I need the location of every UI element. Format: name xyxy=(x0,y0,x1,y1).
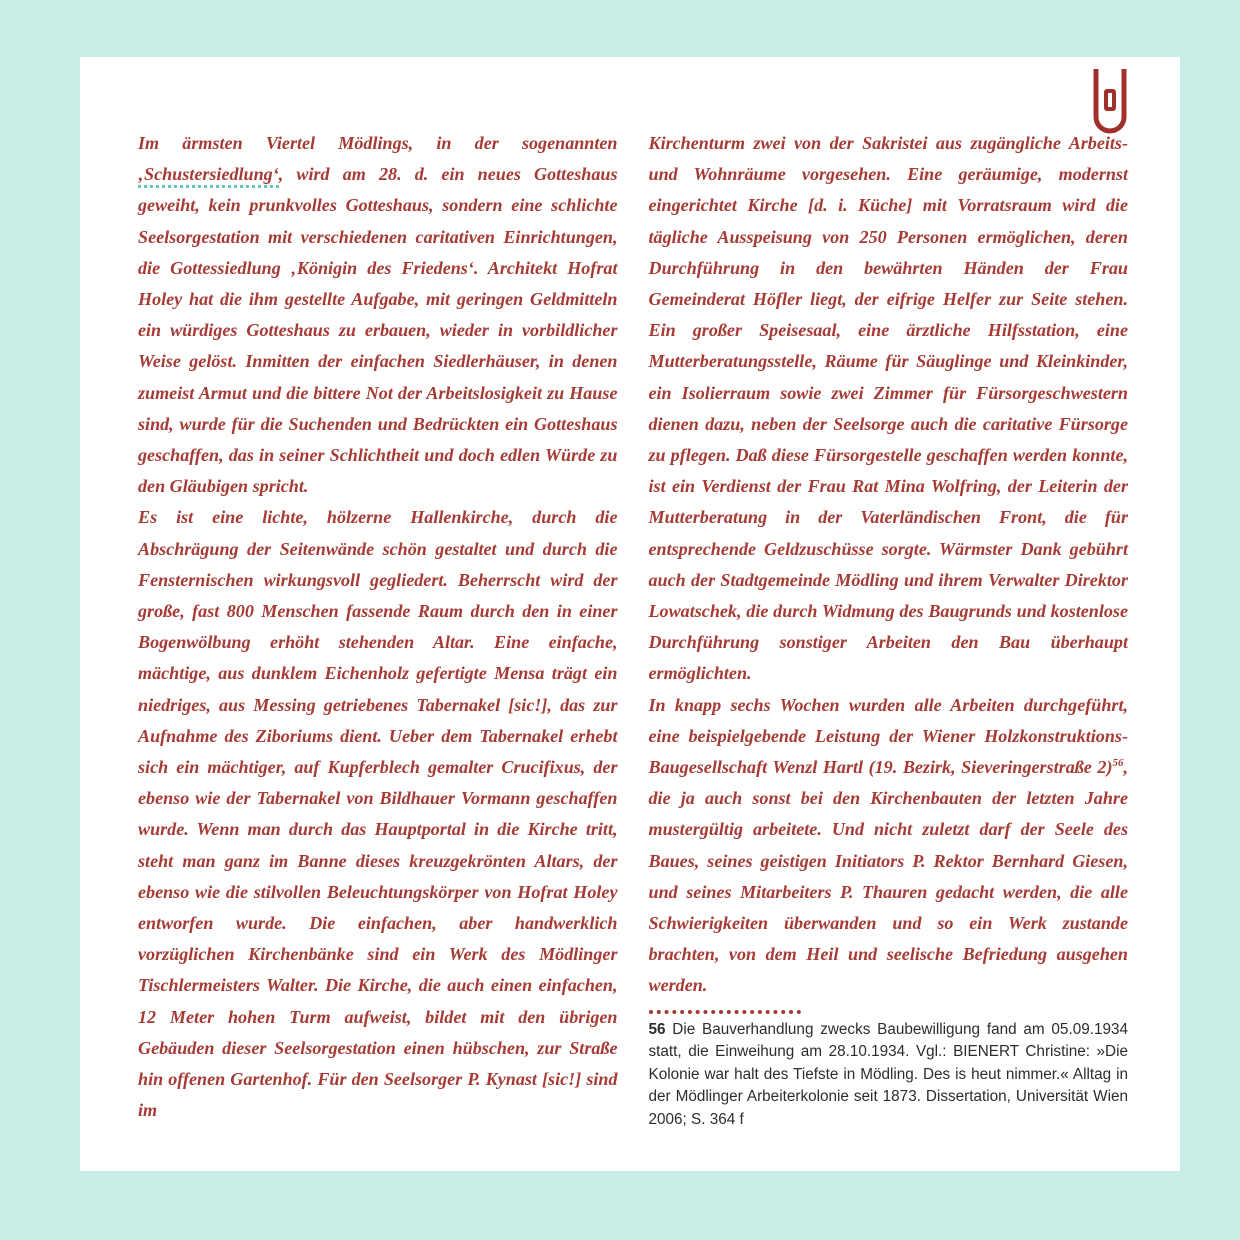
highlighted-term: ‚Schustersiedlung‘ xyxy=(138,164,279,188)
paragraph-facilities: Kirchenturm zwei von der Sakristei aus zugängliche Arbeits- und Wohnräume vorgesehen. Eine geräumige, modernst eingerichtet Kirche [d. i. Küche] mit Vorratsraum wird die tägliche Ausspeisung von 250 Personen ermöglichen, deren Durchführung in den bewährten Händen der Frau Gemeinderat Höfler liegt, der eifrige Helfer zur Seite stehen. Ein großer Speisesaal, eine ärztliche Hilfsstation, eine Mutterberatungsstelle, Räume für Säuglinge und Kleinkinder, ein Isolierraum sowie zwei Zimmer für Fürsorgeschwestern dienen dazu, neben der Seelsorge auch die caritative Fürsorge zu pflegen. Daß diese Fürsorgestelle geschaffen werden konnte, ist ein Verdienst der Frau Rat Mina Wolfring, der Leiterin der Mutterberatung in der Vaterländischen Front, die für entsprechende Geldzuschüsse sorgte. Wärmster Dank gebührt auch der Stadtgemeinde Mödling und ihrem Verwalter Direktor Lowatschek, die durch Widmung des Baugrunds und kostenlose Durchführung sonstiger Arbeiten den Bau überhaupt ermöglichten. xyxy=(648,133,1128,684)
paragraph-intro-text-b: , wird am 28. d. ein neues Gotteshaus geweiht, kein prunkvolles Gotteshaus, sondern eine schlichte Seelsorgestation mit verschiedenen caritativen Einrichtungen, die Gottessiedlung ‚Königin des Friedens‘. Architekt Hofrat Holey hat die ihm gestellte Aufgabe, mit geringen Geldmitteln ein würdiges Gotteshaus zu erbauen, wieder in vorbildlicher Weise gelöst. Inmitten der einfachen Siedlerhäuser, in denen zumeist Armut und die bittere Not der Arbeitslosigkeit zu Hause sind, wurde für die Suchenden und Bedrückten ein Gotteshaus geschaffen, das in seiner Schlichtheit und doch edlen Würde zu den Gläubigen spricht. xyxy=(138,164,618,497)
two-column-layout xyxy=(138,128,1128,1138)
paragraph-intro xyxy=(138,128,618,502)
footnote-56 xyxy=(649,1019,1129,1132)
paragraph-intro-text-a: Im ärmsten Viertel Mödlings, in der sogenannten xyxy=(138,133,618,153)
document-page xyxy=(80,57,1180,1171)
paragraph-construction-text-a: In knapp sechs Wochen wurden alle Arbeiten durchgeführt, eine beispielgebende Leistung der Wiener Holzkonstruktions-Baugesellschaft Wenzl Hartl (19. Bezirk, Sieveringerstraße 2) xyxy=(648,694,1128,778)
footnote-separator xyxy=(649,1010,801,1014)
footnote-number: 56 xyxy=(648,1020,666,1038)
footnote-reference-56[interactable]: 56 xyxy=(1112,757,1124,770)
left-column xyxy=(138,128,618,1138)
paragraph-construction-text-b: , die ja auch sonst bei den Kirchenbauten der letzten Jahre mustergültig arbeitete. Und nicht zuletzt darf der Seele des Baues, seines geistigen Initiators P. Rektor Bernhard Giesen, und seines Mitarbeiters P. Thauren gedacht werden, die alle Schwierigkeiten überwanden und so ein Werk zustande brachten, von dem Heil und seelische Befriedung ausgehen werden. xyxy=(648,757,1128,996)
paragraph-construction xyxy=(649,690,1129,1002)
right-column xyxy=(649,128,1129,1138)
footnote-text: Die Bauverhandlung zwecks Baubewilligung fand am 05.09.1934 statt, die Einweihung am 28.10.1934. Vgl.: BIENERT Christine: »Die Kolonie war halt des Tiefste in Mödling. Des is heut nimmer.« Alltag in der Mödlinger Arbeiterkolonie seit 1873. Dissertation, Universität Wien 2006; S. 364 f xyxy=(648,1020,1128,1129)
paragraph-church-description: Es ist eine lichte, hölzerne Hallenkirche, durch die Abschrägung der Seitenwände schön gestaltet und durch die Fensternischen wirkungsvoll gegliedert. Beherrscht wird der große, fast 800 Menschen fassende Raum durch den in einer Bogenwölbung erhöht stehenden Altar. Eine einfache, mächtige, aus dunklem Eichenholz gefertigte Mensa trägt ein niedriges, aus Messing getriebenes Tabernakel [sic!], das zur Aufnahme des Ziboriums dient. Ueber dem Tabernakel erhebt sich ein mächtiger, auf Kupferblech gemalter Crucifixus, der ebenso wie der Tabernakel von Bildhauer Vormann geschaffen wurde. Wenn man durch das Hauptportal in die Kirche tritt, steht man ganz im Banne dieses kreuzgekrönten Altars, der ebenso wie die stilvollen Beleuchtungskörper von Hofrat Holey entworfen wurde. Die einfachen, aber handwerklich vorzüglichen Kirchenbänke sind ein Werk des Mödlinger Tischlermeisters Walter. Die Kirche, die auch einen einfachen, 12 Meter hohen Turm aufweist, bildet mit den übrigen Gebäuden dieser Seelsorgestation einen hübschen, zur Straße hin offenen Gartenhof. Für den Seelsorger P. Kynast [sic!] sind im xyxy=(138,507,618,1121)
